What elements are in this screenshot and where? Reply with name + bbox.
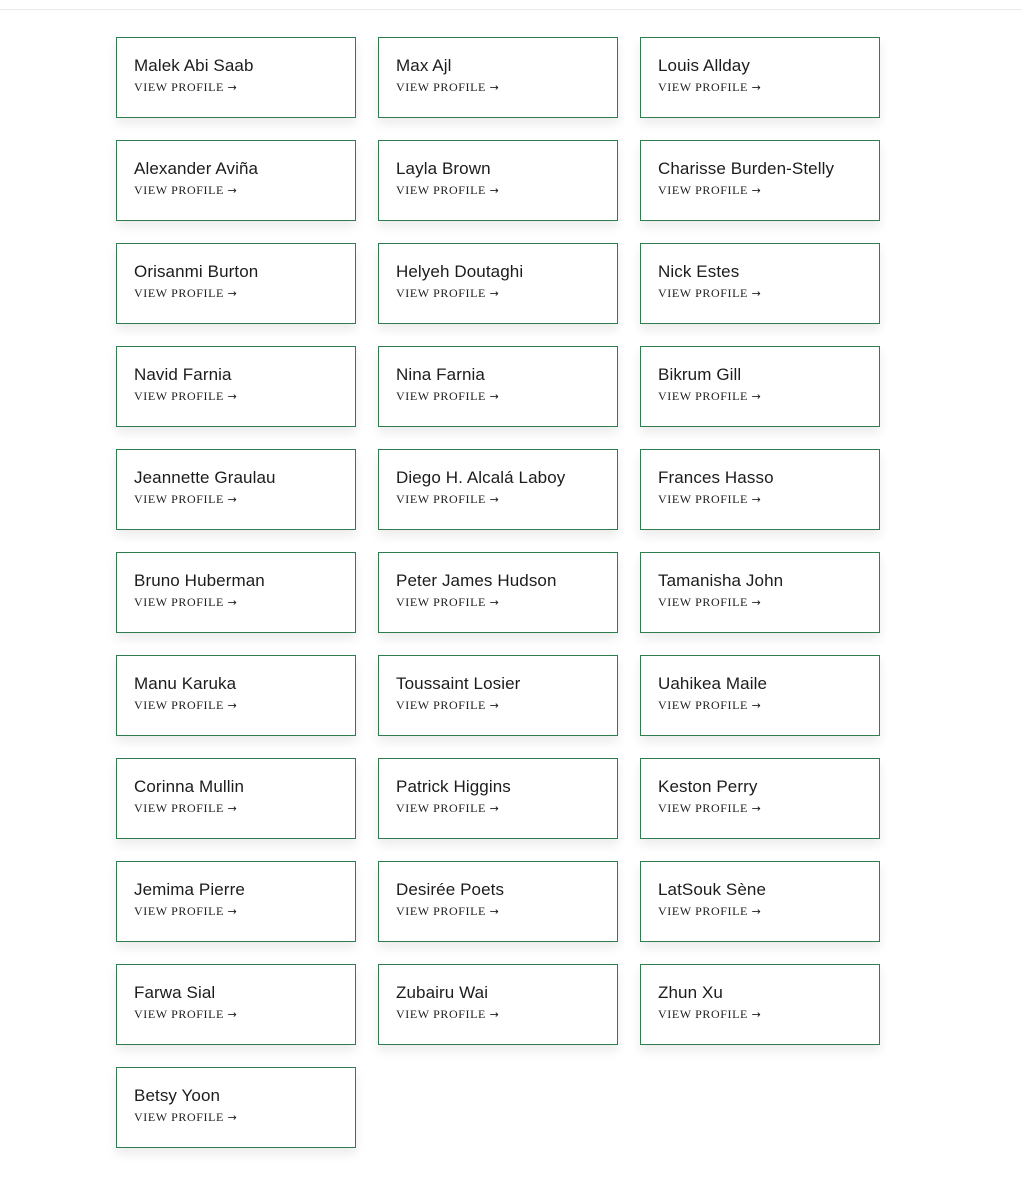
profile-name: Desirée Poets [396, 880, 505, 899]
profile-card[interactable] [378, 37, 618, 118]
view-profile-link[interactable] [134, 698, 355, 713]
header-divider [0, 9, 1022, 10]
view-profile-link[interactable] [658, 389, 879, 404]
view-profile-label: VIEW PROFILE [658, 80, 748, 94]
profile-name: Layla Brown [396, 159, 491, 178]
view-profile-label: VIEW PROFILE [134, 801, 224, 815]
arrow-right-icon: → [489, 1008, 500, 1021]
view-profile-label: VIEW PROFILE [658, 904, 748, 918]
profile-name: Helyeh Doutaghi [396, 262, 524, 281]
profile-card[interactable] [116, 140, 356, 221]
profile-name: Bikrum Gill [658, 365, 742, 384]
arrow-right-icon: → [489, 699, 500, 712]
arrow-right-icon: → [227, 287, 238, 300]
profile-name: Louis Allday [658, 56, 750, 75]
view-profile-link[interactable] [658, 286, 879, 301]
profile-name: Navid Farnia [134, 365, 232, 384]
view-profile-link[interactable] [134, 80, 355, 95]
view-profile-link[interactable] [658, 183, 879, 198]
profile-card[interactable] [116, 758, 356, 839]
profile-card[interactable] [378, 655, 618, 736]
view-profile-label: VIEW PROFILE [396, 904, 486, 918]
profile-name: Zhun Xu [658, 983, 723, 1002]
view-profile-label: VIEW PROFILE [658, 801, 748, 815]
profile-card[interactable] [116, 861, 356, 942]
profile-name: Orisanmi Burton [134, 262, 259, 281]
profile-name: LatSouk Sène [658, 880, 767, 899]
view-profile-label: VIEW PROFILE [396, 492, 486, 506]
profile-card[interactable] [378, 552, 618, 633]
view-profile-link[interactable] [134, 595, 355, 610]
profile-card[interactable] [640, 37, 880, 118]
view-profile-link[interactable] [396, 801, 617, 816]
view-profile-link[interactable] [396, 1007, 617, 1022]
arrow-right-icon: → [751, 81, 762, 94]
view-profile-label: VIEW PROFILE [134, 698, 224, 712]
profile-card[interactable] [640, 758, 880, 839]
view-profile-label: VIEW PROFILE [134, 1007, 224, 1021]
profile-name: Patrick Higgins [396, 777, 511, 796]
profile-name: Charisse Burden-Stelly [658, 159, 835, 178]
view-profile-label: VIEW PROFILE [134, 80, 224, 94]
view-profile-label: VIEW PROFILE [134, 389, 224, 403]
profile-name: Peter James Hudson [396, 571, 557, 590]
arrow-right-icon: → [751, 390, 762, 403]
profile-name: Tamanisha John [658, 571, 784, 590]
profile-card[interactable] [116, 243, 356, 324]
view-profile-label: VIEW PROFILE [658, 492, 748, 506]
view-profile-link[interactable] [134, 1110, 355, 1125]
view-profile-label: VIEW PROFILE [658, 698, 748, 712]
profile-name: Zubairu Wai [396, 983, 489, 1002]
profile-name: Nick Estes [658, 262, 740, 281]
view-profile-link[interactable] [134, 904, 355, 919]
profile-card[interactable] [378, 346, 618, 427]
view-profile-label: VIEW PROFILE [658, 389, 748, 403]
view-profile-label: VIEW PROFILE [396, 801, 486, 815]
profile-name: Malek Abi Saab [134, 56, 254, 75]
view-profile-link[interactable] [134, 1007, 355, 1022]
profile-name: Manu Karuka [134, 674, 237, 693]
view-profile-link[interactable] [396, 286, 617, 301]
arrow-right-icon: → [489, 184, 500, 197]
arrow-right-icon: → [227, 1111, 238, 1124]
profile-card[interactable] [378, 758, 618, 839]
arrow-right-icon: → [227, 81, 238, 94]
profile-card[interactable] [640, 449, 880, 530]
profile-card[interactable] [640, 243, 880, 324]
arrow-right-icon: → [227, 905, 238, 918]
arrow-right-icon: → [227, 184, 238, 197]
profile-name: Nina Farnia [396, 365, 485, 384]
arrow-right-icon: → [227, 802, 238, 815]
arrow-right-icon: → [489, 596, 500, 609]
view-profile-label: VIEW PROFILE [134, 286, 224, 300]
arrow-right-icon: → [489, 287, 500, 300]
arrow-right-icon: → [751, 287, 762, 300]
profile-card[interactable] [116, 37, 356, 118]
profile-card[interactable] [640, 346, 880, 427]
arrow-right-icon: → [227, 596, 238, 609]
view-profile-label: VIEW PROFILE [134, 595, 224, 609]
arrow-right-icon: → [227, 1008, 238, 1021]
arrow-right-icon: → [751, 184, 762, 197]
view-profile-label: VIEW PROFILE [658, 183, 748, 197]
view-profile-label: VIEW PROFILE [396, 80, 486, 94]
view-profile-link[interactable] [658, 80, 879, 95]
view-profile-label: VIEW PROFILE [134, 904, 224, 918]
view-profile-link[interactable] [658, 698, 879, 713]
view-profile-link[interactable] [658, 904, 879, 919]
profile-card[interactable] [116, 655, 356, 736]
view-profile-label: VIEW PROFILE [396, 389, 486, 403]
view-profile-link[interactable] [396, 595, 617, 610]
view-profile-label: VIEW PROFILE [134, 1110, 224, 1124]
arrow-right-icon: → [751, 493, 762, 506]
view-profile-label: VIEW PROFILE [134, 492, 224, 506]
view-profile-link[interactable] [396, 389, 617, 404]
profile-name: Alexander Aviña [134, 159, 259, 178]
profile-card[interactable] [116, 552, 356, 633]
profile-grid [116, 37, 880, 1148]
profile-card[interactable] [116, 346, 356, 427]
profile-name: Farwa Sial [134, 983, 216, 1002]
view-profile-link[interactable] [134, 801, 355, 816]
profile-card[interactable] [116, 964, 356, 1045]
arrow-right-icon: → [227, 699, 238, 712]
arrow-right-icon: → [227, 390, 238, 403]
profile-card[interactable] [640, 140, 880, 221]
view-profile-link[interactable] [396, 80, 617, 95]
profile-card[interactable] [378, 449, 618, 530]
view-profile-label: VIEW PROFILE [396, 1007, 486, 1021]
arrow-right-icon: → [489, 802, 500, 815]
view-profile-link[interactable] [134, 183, 355, 198]
view-profile-label: VIEW PROFILE [396, 183, 486, 197]
arrow-right-icon: → [751, 802, 762, 815]
view-profile-link[interactable] [658, 595, 879, 610]
arrow-right-icon: → [751, 905, 762, 918]
view-profile-label: VIEW PROFILE [658, 595, 748, 609]
view-profile-label: VIEW PROFILE [396, 286, 486, 300]
profile-card[interactable] [116, 1067, 356, 1148]
view-profile-link[interactable] [134, 492, 355, 507]
arrow-right-icon: → [489, 390, 500, 403]
view-profile-link[interactable] [658, 1007, 879, 1022]
profile-card[interactable] [378, 243, 618, 324]
profile-card[interactable] [116, 449, 356, 530]
view-profile-link[interactable] [658, 492, 879, 507]
view-profile-label: VIEW PROFILE [134, 183, 224, 197]
profile-name: Jeannette Graulau [134, 468, 276, 487]
profile-name: Diego H. Alcalá Laboy [396, 468, 566, 487]
arrow-right-icon: → [489, 493, 500, 506]
profile-card[interactable] [640, 964, 880, 1045]
view-profile-label: VIEW PROFILE [658, 1007, 748, 1021]
arrow-right-icon: → [751, 1008, 762, 1021]
profile-name: Frances Hasso [658, 468, 774, 487]
view-profile-label: VIEW PROFILE [658, 286, 748, 300]
profile-name: Betsy Yoon [134, 1086, 221, 1105]
profile-card[interactable] [640, 861, 880, 942]
profile-name: Bruno Huberman [134, 571, 265, 590]
view-profile-link[interactable] [134, 389, 355, 404]
profile-name: Keston Perry [658, 777, 758, 796]
arrow-right-icon: → [227, 493, 238, 506]
view-profile-label: VIEW PROFILE [396, 698, 486, 712]
profile-card[interactable] [640, 552, 880, 633]
arrow-right-icon: → [751, 699, 762, 712]
profile-card[interactable] [378, 140, 618, 221]
view-profile-link[interactable] [396, 698, 617, 713]
view-profile-link[interactable] [396, 492, 617, 507]
profile-name: Max Ajl [396, 56, 452, 75]
profile-name: Corinna Mullin [134, 777, 245, 796]
profile-card[interactable] [640, 655, 880, 736]
view-profile-label: VIEW PROFILE [396, 595, 486, 609]
profile-card[interactable] [378, 861, 618, 942]
view-profile-link[interactable] [396, 904, 617, 919]
profile-name: Uahikea Maile [658, 674, 768, 693]
arrow-right-icon: → [751, 596, 762, 609]
view-profile-link[interactable] [134, 286, 355, 301]
arrow-right-icon: → [489, 81, 500, 94]
arrow-right-icon: → [489, 905, 500, 918]
view-profile-link[interactable] [396, 183, 617, 198]
view-profile-link[interactable] [658, 801, 879, 816]
profile-name: Jemima Pierre [134, 880, 245, 899]
profile-card[interactable] [378, 964, 618, 1045]
profile-name: Toussaint Losier [396, 674, 521, 693]
